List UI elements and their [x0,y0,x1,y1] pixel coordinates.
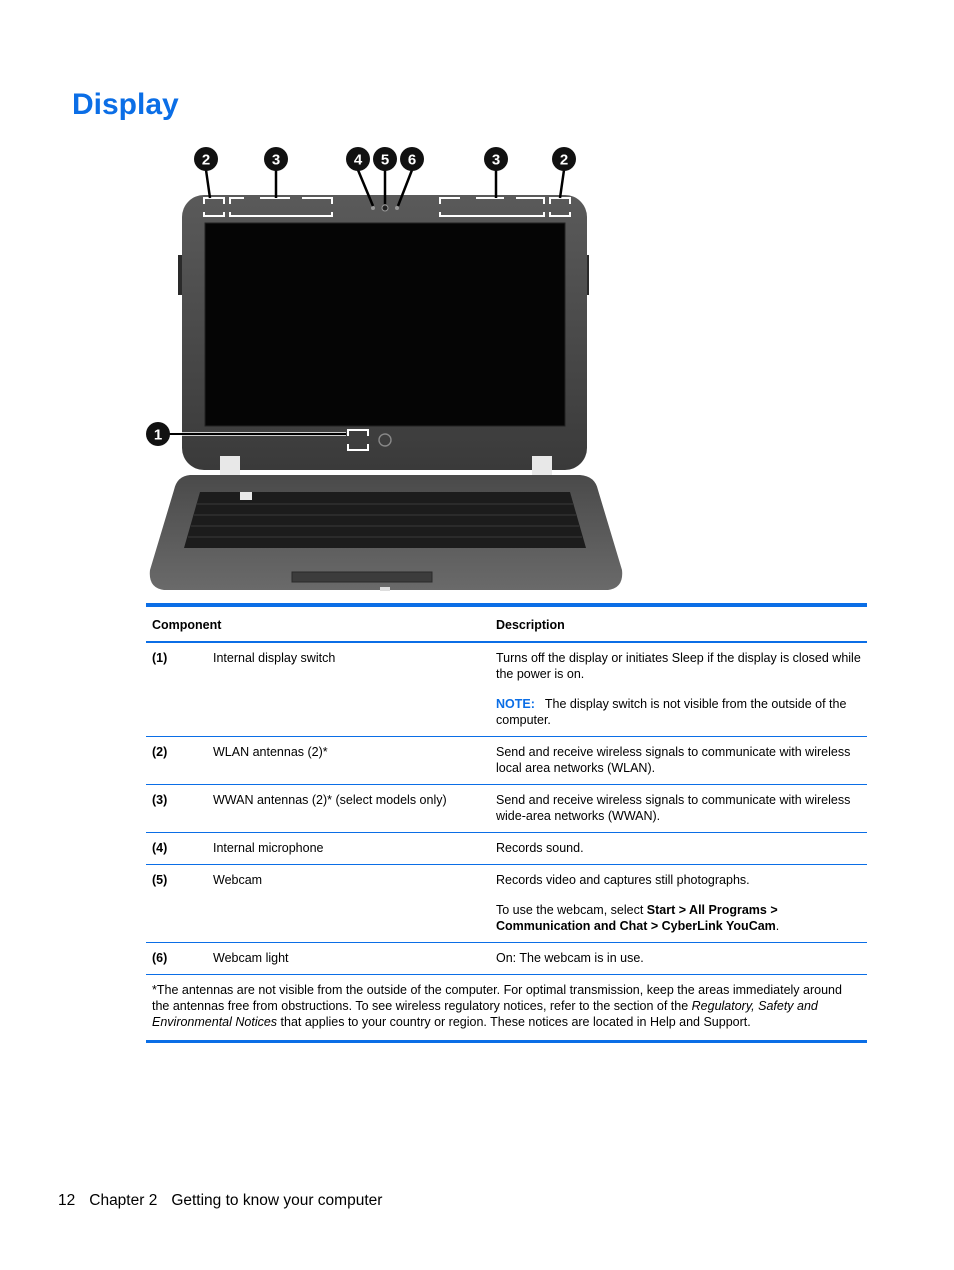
row-number: (5) [152,873,168,887]
row-number: (3) [152,793,168,807]
row-number: (4) [152,841,168,855]
callout-6: 6 [407,151,417,169]
callout-2-left: 2 [201,151,211,169]
row-description [490,642,867,737]
table-row [146,642,867,737]
row-number: (2) [152,745,168,759]
footnote-text: *The antennas are not visible from the outside of the computer. For optimal transmission, keep the areas immediately around the antennas free from obstructions. To see wireless regulatory notices, refer to the section of the [152,983,842,1013]
footnote [146,975,867,1042]
row-component: Internal display switch [213,651,336,665]
row-number: (6) [152,951,168,965]
row-component: Webcam [213,873,263,887]
chapter-title: Getting to know your computer [171,1192,383,1209]
callout-3-right: 3 [491,151,501,169]
row-description: Records sound. [496,841,584,855]
callout-1: 1 [153,426,163,444]
table-row [146,737,867,785]
row-number: (1) [152,651,168,665]
page-footer [58,1192,396,1210]
description-text: Records video and captures still photographs. [496,873,750,887]
footnote-document-title: Regulatory, Safety and Environmental Notices [152,999,818,1029]
table-footnote-row [146,975,867,1042]
table-row [146,865,867,943]
note [496,696,861,728]
table-row [146,943,867,975]
callout-4: 4 [353,151,363,169]
table-row [146,785,867,833]
description-text: Turns off the display or initiates Sleep if the display is closed while the power is on. [496,651,861,681]
row-description: Send and receive wireless signals to communicate with wireless wide-area networks (WWAN). [496,793,851,823]
laptop-display-figure [140,140,630,600]
note-label: NOTE: [496,697,535,711]
page-number: 12 [58,1192,76,1209]
row-component: Webcam light [213,951,289,965]
row-component: Internal microphone [213,841,324,855]
callout-2-right: 2 [559,151,569,169]
row-component: WLAN antennas (2)* [213,745,328,759]
header-component: Component [152,618,222,632]
chapter-label: Chapter 2 [89,1192,158,1209]
instruction-suffix: . [775,919,780,933]
table-row [146,833,867,865]
instruction-prefix: To use the webcam, select [496,903,647,917]
screen [205,223,565,426]
instruction-path: Start > All Programs > Communication and Chat > CyberLink YouCam [496,903,778,933]
webcam-instructions [496,902,861,934]
row-component: WWAN antennas (2)* (select models only) [213,793,447,807]
component-table [146,603,867,1043]
table-header-row [146,605,867,642]
page-title: Display [72,88,179,121]
callout-5: 5 [380,151,390,169]
row-description: On: The webcam is in use. [496,951,644,965]
callout-3-left: 3 [271,151,281,169]
row-description: Send and receive wireless signals to communicate with wireless local area networks (WLAN). [496,745,851,775]
row-description [490,865,867,943]
note-text: The display switch is not visible from the outside of the computer. [496,697,847,727]
header-description: Description [496,618,565,632]
footnote-text-end: that applies to your country or region. These notices are located in Help and Support. [277,1015,751,1029]
